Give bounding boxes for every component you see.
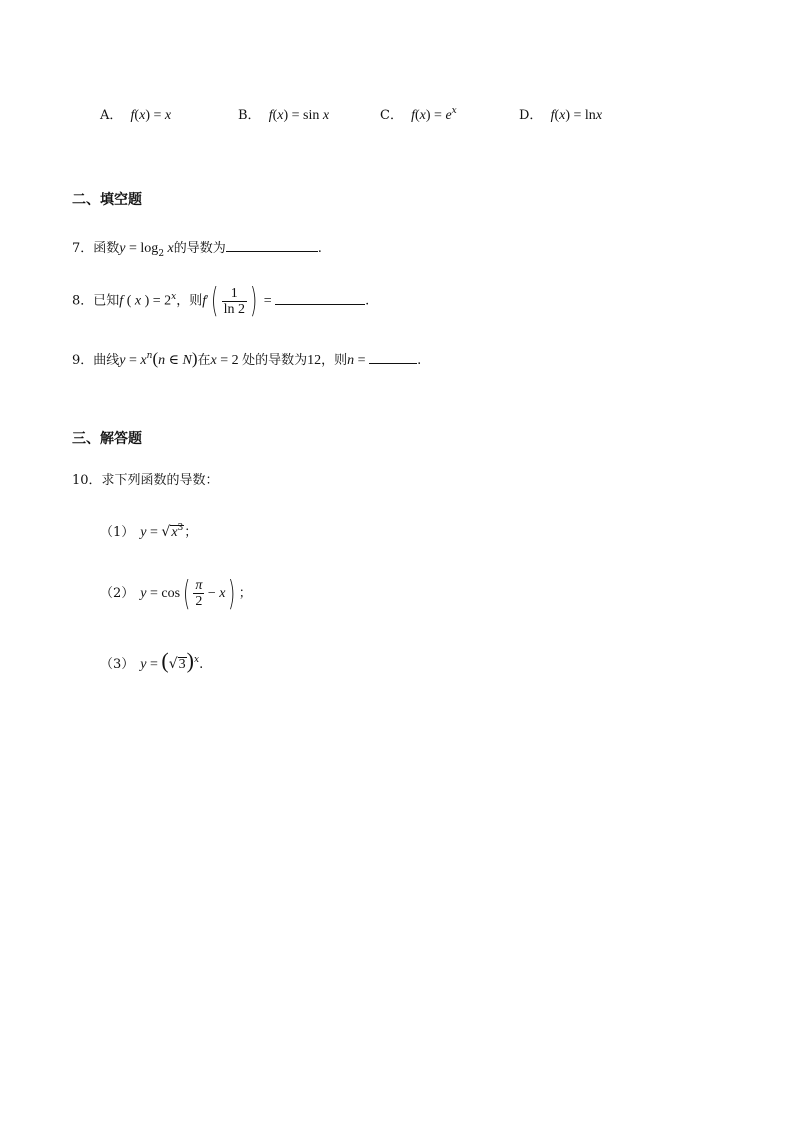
choice-c-letter: C． <box>380 108 403 123</box>
question-8: 8．已知f ( x ) = $2^x$，则f′( $\frac{1}{\ln 2}$ ) = . <box>72 281 370 321</box>
q10-part-2-end: ； <box>238 586 252 601</box>
q7-number: 7． <box>72 241 94 256</box>
q9-text-before: 曲线 <box>93 353 120 368</box>
q10-number: 10． <box>72 473 102 488</box>
q8-number: 8． <box>72 293 94 309</box>
q7-end: . <box>317 241 322 256</box>
q10-part-2: （2） y = cos( $\frac{\pi}{2}$ − x) ； <box>100 573 252 614</box>
choice-b-formula: f <box>268 108 273 123</box>
choice-b: B． f(x) = sin x <box>238 108 330 123</box>
q8-fraction: $\frac{1}{\ln 2}$ <box>223 285 245 317</box>
section-2-title: 二、填空题 <box>72 192 142 208</box>
q8-text-before: 已知 <box>93 293 120 309</box>
q9-value: 12 <box>307 353 322 368</box>
choice-b-letter: B． <box>238 108 261 123</box>
q8-formula: f <box>119 293 124 309</box>
q8-end: . <box>365 293 370 309</box>
choice-c-formula: f <box>411 108 415 123</box>
q7-text-after: 的导数为 <box>173 241 226 256</box>
section-3-title: 三、解答题 <box>72 431 142 447</box>
choice-c: C． $f(x) = e^x$ <box>380 106 457 123</box>
q9-answer-blank[interactable] <box>369 351 417 364</box>
choice-d: D． f(x) = lnx <box>519 108 603 123</box>
choice-a-letter: A． <box>100 108 123 123</box>
q9-text-mid1: 在 <box>197 353 211 368</box>
q10-part-2-label: （2） <box>100 586 135 601</box>
q10-part-1: （1） $y = √x^3$； <box>100 523 198 540</box>
q10-part-1-end: ； <box>184 525 198 540</box>
question-10 <box>72 474 219 487</box>
q10-part-3: （3） $y = (√3)^x$. <box>100 648 204 673</box>
question-7: 7．函数$y = \log_2 x$的导数为 . <box>72 241 322 259</box>
q7-text-before: 函数 <box>93 241 120 256</box>
choice-d-formula: f <box>550 108 555 123</box>
choice-d-letter: D． <box>519 108 543 123</box>
q10-part-2-fraction: $\frac{\pi}{2}$ <box>195 578 203 609</box>
q10-part-1-label: （1） <box>100 525 135 540</box>
choice-a-formula: f <box>130 108 135 123</box>
q7-formula: y <box>119 241 126 256</box>
q8-answer-blank[interactable] <box>275 292 365 305</box>
q8-text-mid: ，则 <box>176 293 203 309</box>
q10-part-3-label: （3） <box>100 657 135 672</box>
q7-answer-blank[interactable] <box>226 239 318 252</box>
question-9: 9．曲线$y = x^n(n$ ∈ N)在x = 2 处的导数为12，则n = . <box>72 349 422 368</box>
q9-text-mid3: ，则 <box>321 353 348 368</box>
choice-a: A． f(x) = x <box>100 108 172 123</box>
q9-end: . <box>417 353 422 368</box>
q10-text: 求下列函数的导数： <box>101 473 219 488</box>
q9-number: 9． <box>72 353 94 368</box>
q10-part-3-end: . <box>199 657 204 672</box>
q9-text-mid2: 处的导数为 <box>242 353 308 368</box>
